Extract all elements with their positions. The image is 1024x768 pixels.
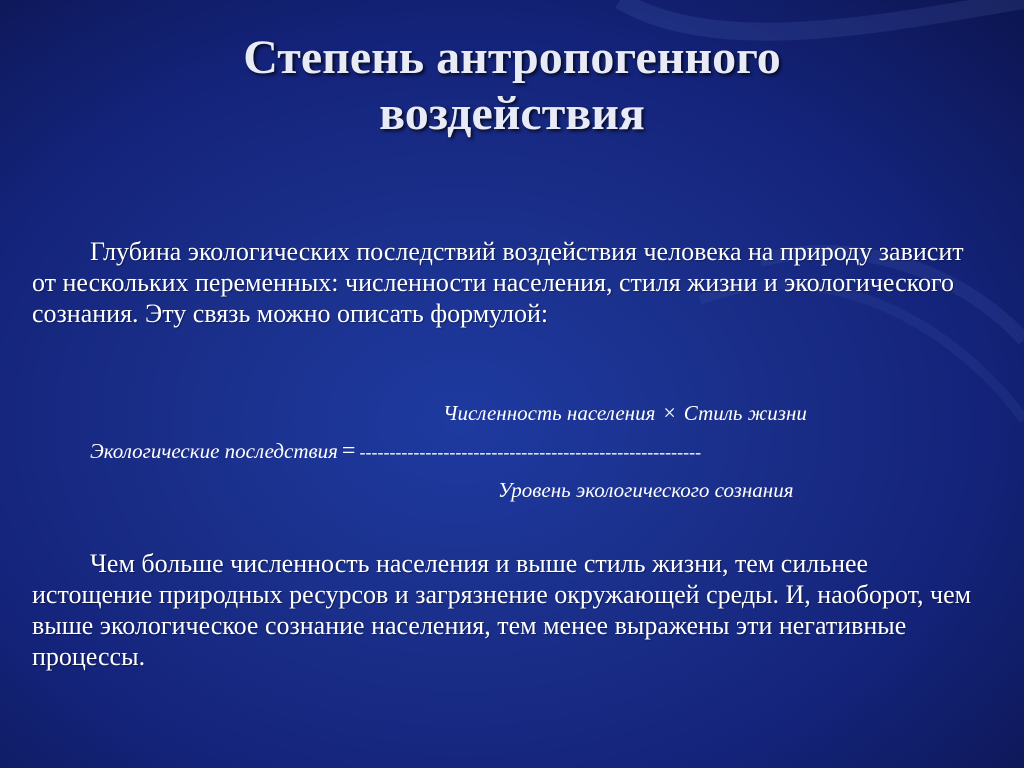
slide-title-line-1: Степень антропогенного <box>243 31 781 84</box>
formula-times-symbol: × <box>663 400 676 425</box>
formula-numerator-left: Численность населения <box>443 401 656 425</box>
formula-numerator <box>443 400 807 426</box>
formula-numerator-right: Стиль жизни <box>683 401 807 425</box>
conclusion-paragraph: Чем больше численность населения и выше стиль жизни, тем сильнее истощение природных ресурсов и загрязнение окружающей среды. И, наоборот, чем выше экологическое сознание населения, тем менее выражены эти негативные процессы. <box>32 549 972 671</box>
intro-paragraph: Глубина экологических последствий воздействия человека на природу зависит от нескольких переменных: численности населения, стиля жизни и экологического сознания. Эту связь можно описать формулой: <box>32 237 964 328</box>
slide-title-line-2: воздействия <box>379 87 645 140</box>
formula-denominator: Уровень экологического сознания <box>498 478 794 502</box>
slide-title <box>60 30 964 142</box>
formula-lhs: Экологические последствия <box>90 439 338 463</box>
formula-fraction-bar: --------------------------------------------------------- <box>359 442 702 462</box>
formula <box>0 400 1024 510</box>
formula-equals-sign: = <box>341 438 356 464</box>
formula-equation-line <box>90 438 701 465</box>
